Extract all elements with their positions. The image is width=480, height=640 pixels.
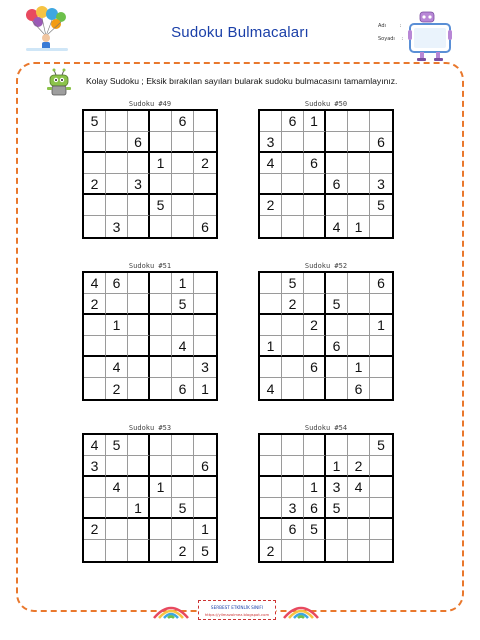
puzzle-title: Sudoku #50 — [304, 100, 348, 108]
sudoku-cell[interactable] — [348, 336, 370, 357]
sudoku-cell[interactable] — [150, 315, 172, 336]
sudoku-cell[interactable] — [194, 498, 216, 519]
surname-label: Soyadı — [378, 36, 395, 42]
puzzle-title: Sudoku #49 — [128, 100, 172, 108]
sudoku-cell[interactable] — [348, 111, 370, 132]
sudoku-cell[interactable] — [128, 336, 150, 357]
sudoku-cell[interactable] — [282, 456, 304, 477]
sudoku-cell[interactable] — [348, 174, 370, 195]
sudoku-cell: 1 — [106, 315, 128, 336]
sudoku-cell[interactable] — [150, 378, 172, 399]
sudoku-cell[interactable] — [172, 132, 194, 153]
page-title: Sudoku Bulmacaları — [171, 24, 309, 41]
sudoku-cell[interactable] — [172, 153, 194, 174]
sudoku-cell[interactable] — [194, 435, 216, 456]
sudoku-cell: 2 — [84, 519, 106, 540]
sudoku-cell: 5 — [172, 498, 194, 519]
sudoku-puzzle-53 — [82, 424, 218, 563]
sudoku-cell: 5 — [326, 294, 348, 315]
sudoku-cell: 2 — [282, 294, 304, 315]
sudoku-cell: 6 — [172, 111, 194, 132]
sudoku-cell[interactable] — [172, 195, 194, 216]
sudoku-cell: 3 — [194, 357, 216, 378]
sudoku-cell: 1 — [304, 111, 326, 132]
sudoku-cell[interactable] — [326, 273, 348, 294]
sudoku-cell[interactable] — [304, 132, 326, 153]
sudoku-cell[interactable] — [106, 456, 128, 477]
sudoku-cell: 2 — [172, 540, 194, 561]
sudoku-cell[interactable] — [150, 111, 172, 132]
sudoku-cell[interactable] — [128, 435, 150, 456]
sudoku-cell[interactable] — [304, 540, 326, 561]
sudoku-cell[interactable] — [282, 174, 304, 195]
sudoku-cell[interactable] — [172, 216, 194, 237]
sudoku-cell: 6 — [304, 153, 326, 174]
sudoku-cell[interactable] — [260, 273, 282, 294]
sudoku-cell[interactable] — [128, 294, 150, 315]
sudoku-cell[interactable] — [348, 519, 370, 540]
wifi-waves-icon — [276, 596, 326, 622]
sudoku-cell[interactable] — [304, 273, 326, 294]
sudoku-cell: 4 — [326, 216, 348, 237]
sudoku-cell[interactable] — [150, 357, 172, 378]
sudoku-cell: 2 — [304, 315, 326, 336]
sudoku-cell[interactable] — [370, 477, 392, 498]
sudoku-cell: 4 — [84, 435, 106, 456]
sudoku-cell[interactable] — [106, 294, 128, 315]
sudoku-cell[interactable] — [282, 435, 304, 456]
sudoku-cell[interactable] — [150, 435, 172, 456]
sudoku-cell[interactable] — [348, 435, 370, 456]
sudoku-cell: 1 — [348, 216, 370, 237]
sudoku-cell: 4 — [106, 357, 128, 378]
sudoku-cell[interactable] — [106, 132, 128, 153]
sudoku-cell[interactable] — [348, 195, 370, 216]
sudoku-cell: 1 — [348, 357, 370, 378]
sudoku-cell[interactable] — [150, 540, 172, 561]
sudoku-cell[interactable] — [326, 153, 348, 174]
sudoku-grid — [258, 271, 394, 401]
sudoku-cell[interactable] — [194, 315, 216, 336]
sudoku-cell: 6 — [304, 357, 326, 378]
sudoku-cell[interactable] — [172, 357, 194, 378]
sudoku-cell[interactable] — [260, 498, 282, 519]
sudoku-cell: 1 — [150, 477, 172, 498]
sudoku-cell[interactable] — [370, 456, 392, 477]
sudoku-cell[interactable] — [84, 357, 106, 378]
sudoku-grid — [258, 433, 394, 563]
sudoku-cell: 6 — [201, 218, 209, 235]
sudoku-cell: 4 — [106, 477, 128, 498]
surname-field[interactable] — [378, 33, 403, 46]
sudoku-cell: 5 — [326, 498, 348, 519]
sudoku-cell[interactable] — [260, 357, 282, 378]
sudoku-cell[interactable] — [150, 336, 172, 357]
sudoku-cell[interactable] — [304, 294, 326, 315]
sudoku-cell: 3 — [84, 456, 106, 477]
robot-board-icon — [408, 10, 454, 62]
sudoku-cell[interactable] — [260, 111, 282, 132]
sudoku-cell[interactable] — [150, 273, 172, 294]
name-label: Adı — [378, 23, 386, 29]
sudoku-cell[interactable] — [326, 132, 348, 153]
sudoku-cell: 4 — [348, 477, 370, 498]
sudoku-cell[interactable] — [194, 294, 216, 315]
sudoku-cell: 6 — [326, 174, 348, 195]
sudoku-cell[interactable] — [348, 498, 370, 519]
sudoku-cell[interactable] — [172, 315, 194, 336]
sudoku-cell[interactable] — [84, 315, 106, 336]
sudoku-cell[interactable] — [84, 540, 106, 561]
sudoku-cell[interactable] — [348, 153, 370, 174]
sudoku-cell[interactable] — [326, 315, 348, 336]
sudoku-cell[interactable] — [370, 336, 392, 357]
sudoku-cell[interactable] — [370, 378, 392, 399]
sudoku-cell[interactable] — [370, 153, 392, 174]
sudoku-cell[interactable] — [194, 477, 216, 498]
sudoku-cell: 5 — [150, 195, 172, 216]
surname-colon: : — [401, 36, 404, 42]
sudoku-cell[interactable] — [84, 378, 106, 399]
sudoku-cell[interactable] — [106, 540, 128, 561]
sudoku-cell: 5 — [106, 435, 128, 456]
sudoku-cell[interactable] — [106, 195, 128, 216]
sudoku-cell: 6 — [194, 456, 216, 477]
sudoku-cell[interactable] — [84, 498, 106, 519]
sudoku-cell[interactable] — [370, 294, 392, 315]
sudoku-cell[interactable] — [304, 216, 326, 237]
footer-link[interactable]: https://yilmazolmez.blogspot.com — [204, 612, 270, 617]
sudoku-cell: 2 — [348, 456, 370, 477]
sudoku-cell[interactable] — [128, 315, 150, 336]
sudoku-cell: 1 — [172, 273, 194, 294]
sudoku-cell: 1 — [201, 380, 209, 397]
sudoku-cell[interactable] — [370, 216, 392, 237]
sudoku-cell[interactable] — [128, 357, 150, 378]
sudoku-cell[interactable] — [194, 336, 216, 357]
sudoku-cell[interactable] — [304, 174, 326, 195]
sudoku-cell[interactable] — [326, 357, 348, 378]
sudoku-cell: 1 — [150, 153, 172, 174]
sudoku-cell[interactable] — [128, 456, 150, 477]
sudoku-cell: 2 — [84, 294, 106, 315]
sudoku-cell[interactable] — [150, 498, 172, 519]
sudoku-cell[interactable] — [260, 519, 282, 540]
sudoku-cell[interactable] — [282, 357, 304, 378]
sudoku-cell[interactable] — [304, 378, 326, 399]
sudoku-cell: 6 — [282, 111, 304, 132]
sudoku-cell[interactable] — [348, 315, 370, 336]
sudoku-cell: 6 — [370, 132, 392, 153]
sudoku-cell[interactable] — [370, 498, 392, 519]
sudoku-cell: 1 — [370, 315, 392, 336]
instruction-text: Kolay Sudoku ; Eksik bırakılan sayıları bularak sudoku bulmacasını tamamlayınız. — [86, 76, 398, 86]
sudoku-cell: 6 — [106, 273, 128, 294]
sudoku-cell[interactable] — [260, 216, 282, 237]
sudoku-cell[interactable] — [172, 456, 194, 477]
sudoku-cell: 6 — [128, 132, 150, 153]
puzzle-title: Sudoku #54 — [304, 424, 348, 432]
sudoku-cell[interactable] — [106, 153, 128, 174]
sudoku-cell[interactable] — [282, 477, 304, 498]
sudoku-cell[interactable] — [172, 174, 194, 195]
sudoku-cell: 6 — [172, 378, 194, 399]
sudoku-cell[interactable] — [282, 153, 304, 174]
sudoku-puzzle-52 — [258, 262, 394, 401]
sudoku-cell[interactable] — [370, 519, 392, 540]
sudoku-cell[interactable] — [348, 540, 370, 561]
sudoku-cell[interactable] — [128, 195, 150, 216]
sudoku-cell: 5 — [370, 195, 392, 216]
sudoku-cell: 5 — [84, 111, 106, 132]
sudoku-cell[interactable] — [304, 456, 326, 477]
sudoku-cell[interactable] — [260, 456, 282, 477]
sudoku-cell[interactable] — [326, 435, 348, 456]
sudoku-cell[interactable] — [304, 336, 326, 357]
sudoku-cell[interactable] — [150, 174, 172, 195]
sudoku-cell[interactable] — [282, 336, 304, 357]
sudoku-cell[interactable] — [84, 153, 106, 174]
sudoku-cell: 5 — [370, 435, 392, 456]
sudoku-puzzle-54 — [258, 424, 394, 563]
sudoku-cell: 2 — [106, 378, 128, 399]
sudoku-cell[interactable] — [128, 540, 150, 561]
sudoku-cell[interactable] — [326, 111, 348, 132]
sudoku-cell[interactable] — [84, 195, 106, 216]
sudoku-cell[interactable] — [260, 174, 282, 195]
sudoku-puzzle-51 — [82, 262, 218, 401]
sudoku-cell: 6 — [326, 336, 348, 357]
sudoku-grid — [82, 433, 218, 563]
sudoku-cell: 2 — [260, 540, 282, 561]
sudoku-cell[interactable] — [106, 336, 128, 357]
sudoku-cell[interactable] — [194, 195, 216, 216]
sudoku-cell: 5 — [282, 273, 304, 294]
sudoku-cell: 2 — [260, 195, 282, 216]
sudoku-cell[interactable] — [128, 477, 150, 498]
footer-badge — [198, 600, 276, 620]
sudoku-cell: 4 — [260, 153, 282, 174]
sudoku-cell[interactable] — [282, 315, 304, 336]
sudoku-cell: 1 — [128, 498, 150, 519]
sudoku-cell[interactable] — [260, 477, 282, 498]
sudoku-cell[interactable] — [326, 540, 348, 561]
sudoku-cell[interactable] — [128, 111, 150, 132]
sudoku-cell[interactable] — [84, 216, 106, 237]
sudoku-cell: 3 — [282, 498, 304, 519]
footer-line1: SERBEST ETKİNLİK SINIFI — [210, 605, 264, 610]
puzzle-title: Sudoku #53 — [128, 424, 172, 432]
sudoku-cell[interactable] — [194, 273, 216, 294]
sudoku-cell: 2 — [194, 153, 216, 174]
sudoku-cell: 6 — [370, 273, 392, 294]
sudoku-cell[interactable] — [282, 378, 304, 399]
name-colon: : — [399, 23, 402, 29]
sudoku-cell[interactable] — [150, 132, 172, 153]
sudoku-cell[interactable] — [84, 132, 106, 153]
sudoku-cell[interactable] — [304, 435, 326, 456]
sudoku-cell: 4 — [260, 378, 282, 399]
sudoku-cell[interactable] — [326, 378, 348, 399]
sudoku-cell[interactable] — [282, 216, 304, 237]
sudoku-cell[interactable] — [304, 195, 326, 216]
sudoku-cell: 3 — [106, 216, 128, 237]
sudoku-cell[interactable] — [172, 435, 194, 456]
sudoku-cell[interactable] — [150, 519, 172, 540]
sudoku-cell: 3 — [326, 477, 348, 498]
wifi-waves-icon — [146, 596, 196, 622]
sudoku-cell[interactable] — [370, 357, 392, 378]
sudoku-cell[interactable] — [150, 456, 172, 477]
sudoku-cell[interactable] — [128, 519, 150, 540]
name-fields — [378, 20, 403, 46]
sudoku-cell[interactable] — [128, 216, 150, 237]
sudoku-grid — [82, 109, 218, 239]
sudoku-grid — [82, 271, 218, 401]
sudoku-cell[interactable] — [282, 195, 304, 216]
puzzle-title: Sudoku #52 — [304, 262, 348, 270]
sudoku-cell[interactable] — [260, 315, 282, 336]
sudoku-puzzle-50 — [258, 100, 394, 239]
name-field[interactable] — [378, 20, 403, 33]
sudoku-cell[interactable] — [128, 153, 150, 174]
sudoku-cell[interactable] — [348, 132, 370, 153]
sudoku-cell: 1 — [194, 519, 216, 540]
sudoku-cell: 2 — [84, 174, 106, 195]
sudoku-cell: 6 — [348, 378, 370, 399]
robot-icon — [46, 68, 72, 98]
sudoku-cell[interactable] — [370, 540, 392, 561]
sudoku-cell[interactable] — [106, 174, 128, 195]
sudoku-cell[interactable] — [172, 477, 194, 498]
sudoku-grid — [258, 109, 394, 239]
sudoku-cell: 5 — [201, 542, 209, 559]
sudoku-cell[interactable] — [106, 498, 128, 519]
sudoku-cell[interactable] — [84, 336, 106, 357]
sudoku-cell: 1 — [260, 336, 282, 357]
sudoku-cell[interactable] — [326, 195, 348, 216]
sudoku-cell[interactable] — [326, 519, 348, 540]
sudoku-cell[interactable] — [282, 540, 304, 561]
sudoku-cell[interactable] — [370, 111, 392, 132]
sudoku-cell: 5 — [172, 294, 194, 315]
sudoku-cell[interactable] — [194, 132, 216, 153]
sudoku-cell: 1 — [304, 477, 326, 498]
sudoku-cell: 6 — [304, 498, 326, 519]
sudoku-cell[interactable] — [128, 273, 150, 294]
sudoku-cell[interactable] — [106, 519, 128, 540]
sudoku-cell[interactable] — [260, 435, 282, 456]
sudoku-cell: 4 — [84, 273, 106, 294]
sudoku-cell: 1 — [326, 456, 348, 477]
footer — [146, 596, 326, 622]
sudoku-cell: 3 — [128, 174, 150, 195]
sudoku-cell: 3 — [260, 132, 282, 153]
sudoku-cell[interactable] — [106, 111, 128, 132]
sudoku-puzzle-49 — [82, 100, 218, 239]
sudoku-cell[interactable] — [128, 378, 150, 399]
sudoku-cell[interactable] — [150, 216, 172, 237]
sudoku-cell[interactable] — [172, 519, 194, 540]
sudoku-cell[interactable] — [260, 294, 282, 315]
sudoku-cell[interactable] — [282, 132, 304, 153]
sudoku-cell: 6 — [282, 519, 304, 540]
sudoku-cell[interactable] — [348, 273, 370, 294]
sudoku-cell[interactable] — [194, 111, 216, 132]
sudoku-cell: 5 — [304, 519, 326, 540]
sudoku-cell: 3 — [370, 174, 392, 195]
sudoku-cell[interactable] — [348, 294, 370, 315]
sudoku-cell[interactable] — [84, 477, 106, 498]
sudoku-cell[interactable] — [194, 174, 216, 195]
sudoku-cell: 4 — [172, 336, 194, 357]
sudoku-cell[interactable] — [150, 294, 172, 315]
puzzle-title: Sudoku #51 — [128, 262, 172, 270]
